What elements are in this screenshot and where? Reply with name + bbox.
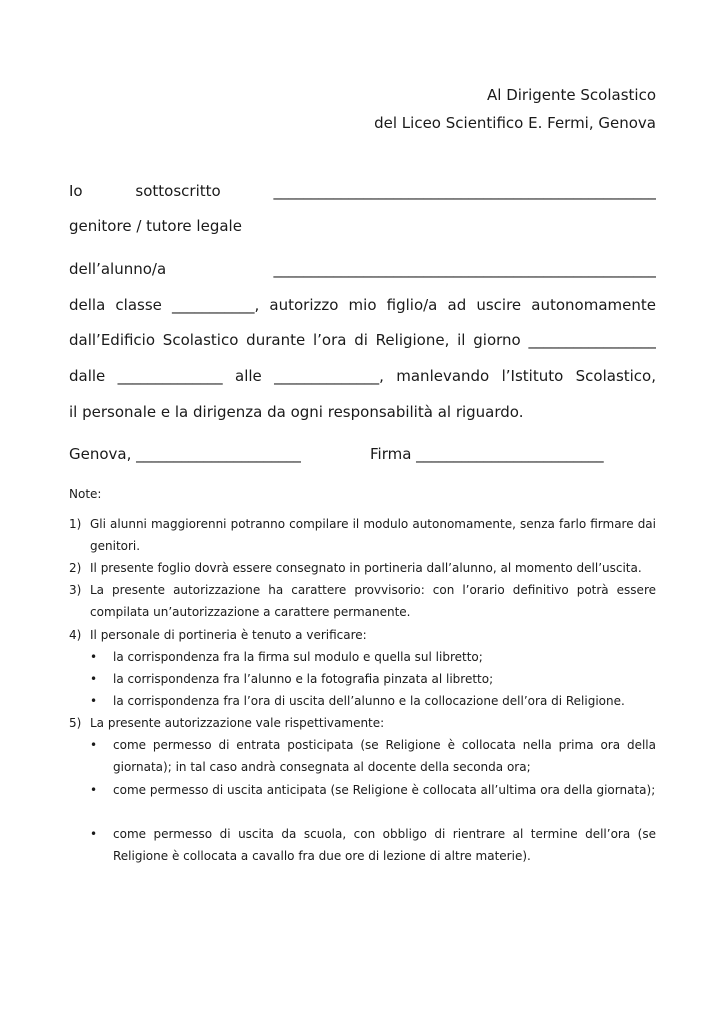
- signature-field: Firma _________________________: [370, 445, 604, 463]
- note-text: Gli alunni maggiorenni potranno compilare il modulo autonomamente, senza farlo firmare dai genitori.: [90, 517, 656, 553]
- note-4-bullet-2: [69, 668, 656, 690]
- document-page: [69, 0, 656, 1024]
- recipient-line-1: Al Dirigente Scolastico: [487, 86, 656, 104]
- time-line: dalle ______________ alle ______________, manlevando l’Istituto Scolastico,: [69, 367, 656, 385]
- bullet-text: la corrispondenza fra la firma sul modulo e quella sul libretto;: [113, 650, 483, 664]
- signer-line: Io sottoscritto ___________________________________________________: [69, 182, 656, 200]
- bullet-dot: •: [90, 827, 98, 841]
- bullet-text: come permesso di uscita da scuola, con obbligo di rientrare al termine dell’ora (se Religione è collocata a cavallo fra due ore di lezione di altre materie).: [113, 827, 656, 863]
- note-number: 4): [69, 628, 82, 642]
- note-4-bullet-3: [69, 690, 656, 712]
- note-5-bullet-2: [69, 779, 656, 801]
- note-item-1: [69, 513, 656, 557]
- bullet-text: come permesso di entrata posticipata (se Religione è collocata nella prima ora della giornata); in tal caso andrà consegnata al docente della seconda ora;: [113, 738, 656, 774]
- place-date-field: Genova, ______________________: [69, 445, 302, 463]
- note-number: 3): [69, 583, 82, 597]
- note-item-4: [69, 624, 656, 646]
- bullet-text: la corrispondenza fra l’ora di uscita dell’alunno e la collocazione dell’ora di Religione.: [113, 694, 625, 708]
- note-text: La presente autorizzazione vale rispettivamente:: [90, 716, 385, 730]
- note-text: Il personale di portineria è tenuto a verificare:: [90, 628, 367, 642]
- bullet-dot: •: [90, 738, 98, 752]
- note-4-bullet-1: [69, 646, 656, 668]
- role-line: genitore / tutore legale: [69, 217, 242, 235]
- class-line: della classe ___________, autorizzo mio figlio/a ad uscire autonomamente: [69, 296, 656, 314]
- student-line: dell’alunno/a ___________________________________________________: [69, 260, 656, 278]
- note-item-5: [69, 712, 656, 734]
- bullet-dot: •: [90, 694, 98, 708]
- note-5-bullet-3: [69, 823, 656, 867]
- recipient-line-2: del Liceo Scientifico E. Fermi, Genova: [374, 114, 656, 132]
- notes-title: Note:: [69, 487, 102, 501]
- bullet-dot: •: [90, 783, 98, 797]
- liability-line: il personale e la dirigenza da ogni responsabilità al riguardo.: [69, 403, 524, 421]
- building-line: dall’Edificio Scolastico durante l’ora di Religione, il giorno _________________: [69, 331, 656, 349]
- note-item-2: [69, 557, 656, 579]
- note-item-3: [69, 579, 656, 623]
- bullet-text: la corrispondenza fra l’alunno e la fotografia pinzata al libretto;: [113, 672, 494, 686]
- note-number: 2): [69, 561, 82, 575]
- note-text: Il presente foglio dovrà essere consegnato in portineria dall’alunno, al momento dell’uscita.: [90, 561, 642, 575]
- bullet-dot: •: [90, 672, 98, 686]
- note-number: 1): [69, 517, 82, 531]
- bullet-dot: •: [90, 650, 98, 664]
- note-5-bullet-1: [69, 734, 656, 778]
- note-number: 5): [69, 716, 82, 730]
- note-text: La presente autorizzazione ha carattere provvisorio: con l’orario definitivo potrà essere compilata un’autorizzazione a carattere permanente.: [90, 583, 656, 619]
- bullet-text: come permesso di uscita anticipata (se Religione è collocata all’ultima ora della giornata);: [113, 783, 656, 797]
